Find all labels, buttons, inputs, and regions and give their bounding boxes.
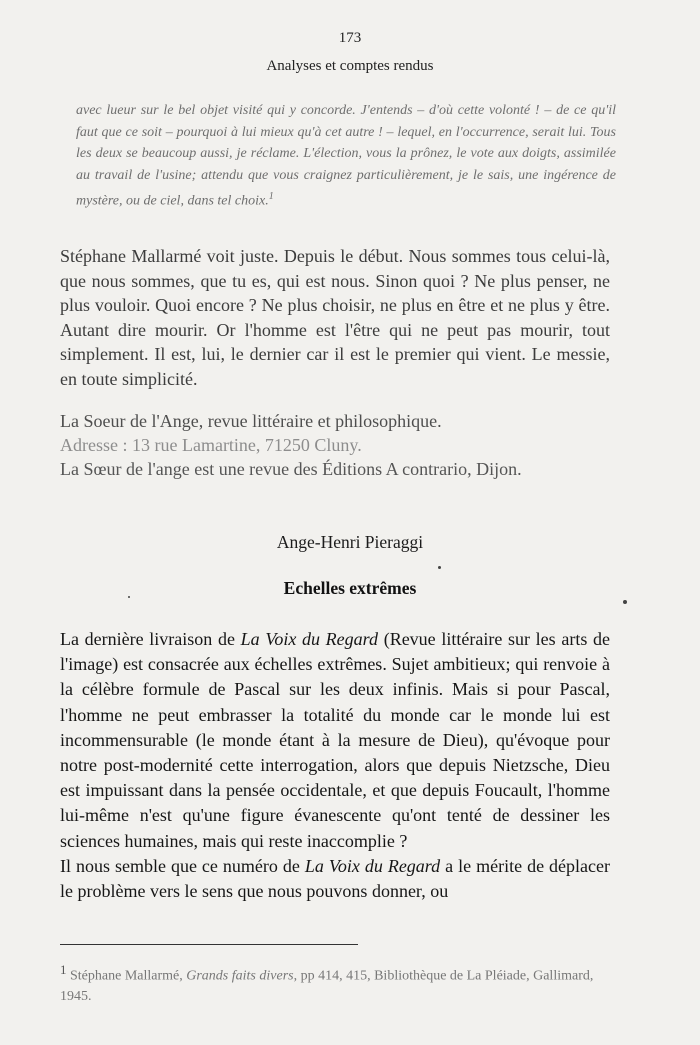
- review-title-line: La Soeur de l'Ange, revue littéraire et philosophique.: [60, 411, 442, 431]
- footnote: [60, 960, 620, 1007]
- review-publisher-line: La Sœur de l'ange est une revue des Éditions A contrario, Dijon.: [60, 459, 522, 479]
- p1-text-b: (Revue littéraire sur les arts de l'image) est consacrée aux échelles extrêmes. Sujet ambitieux; qui renvoie à la célèbre formule de Pascal sur les deux infinis. Mais si pour Pascal, l'homme ne peut embrasser la totalité du monde car le monde lui est incommensurable (le monde étant à la mesure de Dieu), qu'évoque pour notre post-modernité cette interrogation, alors que depuis Nietzsche, Dieu est impuissant dans la pensée occidentale, et que depuis Foucault, l'homme lui-même n'est qu'une figure évanescente qu'ont tenté de dessiner les sciences humaines, mais qui reste inaccomplie ?: [60, 629, 611, 851]
- footnote-divider: [60, 944, 358, 945]
- quote-footnote-ref: 1: [268, 191, 274, 202]
- commentary-paragraph: Stéphane Mallarmé voit juste. Depuis le début. Nous sommes tous celui-là, que nous sommes, que tu es, qui est nous. Sinon quoi ? Ne plus penser, ne plus vouloir. Quoi encore ? Ne plus choisir, ne plus en être et ne plus y être. Autant dire mourir. Or l'homme est l'être qui ne peut pas mourir, tout simplement. Il est, lui, le dernier car il est le premier qui vient. Le messie, en toute simplicité.: [60, 246, 610, 389]
- page-number: 173: [338, 30, 362, 46]
- mallarme-quote: [76, 100, 616, 212]
- print-speck: [438, 566, 441, 569]
- p2-journal-title: La Voix du Regard: [304, 855, 441, 876]
- footnote-work-title: Grands faits divers: [186, 968, 294, 984]
- article-body: [60, 627, 610, 904]
- review-info-block: [60, 409, 620, 481]
- article-title: Echelles extrêmes: [283, 578, 417, 598]
- p2-text-a: Il nous semble que ce numéro de: [60, 855, 305, 876]
- article-author: Ange-Henri Pieraggi: [276, 532, 424, 552]
- article-paragraph-1: [60, 627, 610, 854]
- p1-journal-title: La Voix du Regard: [240, 629, 379, 649]
- article-paragraph-2: [60, 854, 610, 904]
- print-speck: [128, 596, 130, 598]
- footnote-details: , pp 414, 415, Bibliothèque de La Pléiade, Gallimard, 1945.: [60, 968, 594, 1004]
- footnote-mark: 1: [60, 962, 67, 977]
- p2-text-b: a le mérite de déplacer le problème vers le sens que nous pouvons donner, ou: [60, 855, 610, 902]
- p1-text-a: La dernière livraison de: [60, 629, 241, 649]
- quote-text: avec lueur sur le bel objet visité qui y concorde. J'entends – d'où cette volonté ! – de ce qu'il faut que ce soit – pourquoi à lui mieux qu'à cet autre ! – lequel, en l'occurrence, serait lui. Tous les deux se beaucoup aussi, je réclame. L'élection, vous la prônez, le vote aux doigts, assimilée au travail de l'usine; attendu que vous craignez particulièrement, je le sais, une ingérence de mystère, ou de ciel, dans tel choix.: [76, 103, 616, 209]
- running-head: Analyses et comptes rendus: [266, 58, 434, 74]
- review-address-line: Adresse : 13 rue Lamartine, 71250 Cluny.: [60, 435, 362, 455]
- print-speck: [623, 600, 627, 604]
- footnote-author: Stéphane Mallarmé,: [70, 968, 187, 984]
